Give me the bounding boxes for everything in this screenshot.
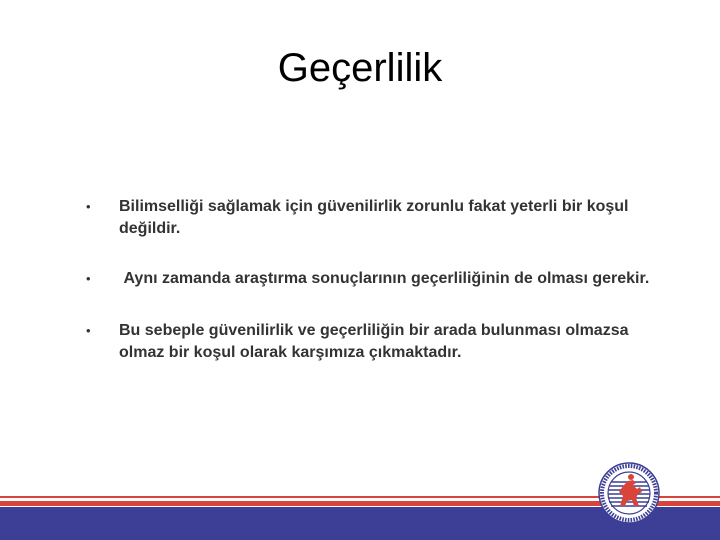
bullet-list [86, 196, 666, 392]
bullet-text: Bilimselliği sağlamak için güvenilirlik zorunlu fakat yeterli bir koşul değildir. [119, 198, 629, 237]
bullet-item [86, 196, 666, 240]
bullet-icon: • [86, 199, 91, 214]
bullet-icon: • [86, 323, 91, 338]
bullet-text: Aynı zamanda araştırma sonuçlarının geçerliliğinin de olması gerekir. [119, 270, 650, 287]
bullet-item [86, 320, 666, 364]
bullet-text: Bu sebeple güvenilirlik ve geçerliliğin bir arada bulunması olmazsa olmaz bir koşul olarak karşımıza çıkmaktadır. [119, 322, 629, 361]
bullet-item [86, 268, 666, 290]
university-seal-icon [598, 462, 660, 524]
bullet-icon: • [86, 271, 91, 286]
slide-title: Geçerlilik [277, 46, 443, 90]
